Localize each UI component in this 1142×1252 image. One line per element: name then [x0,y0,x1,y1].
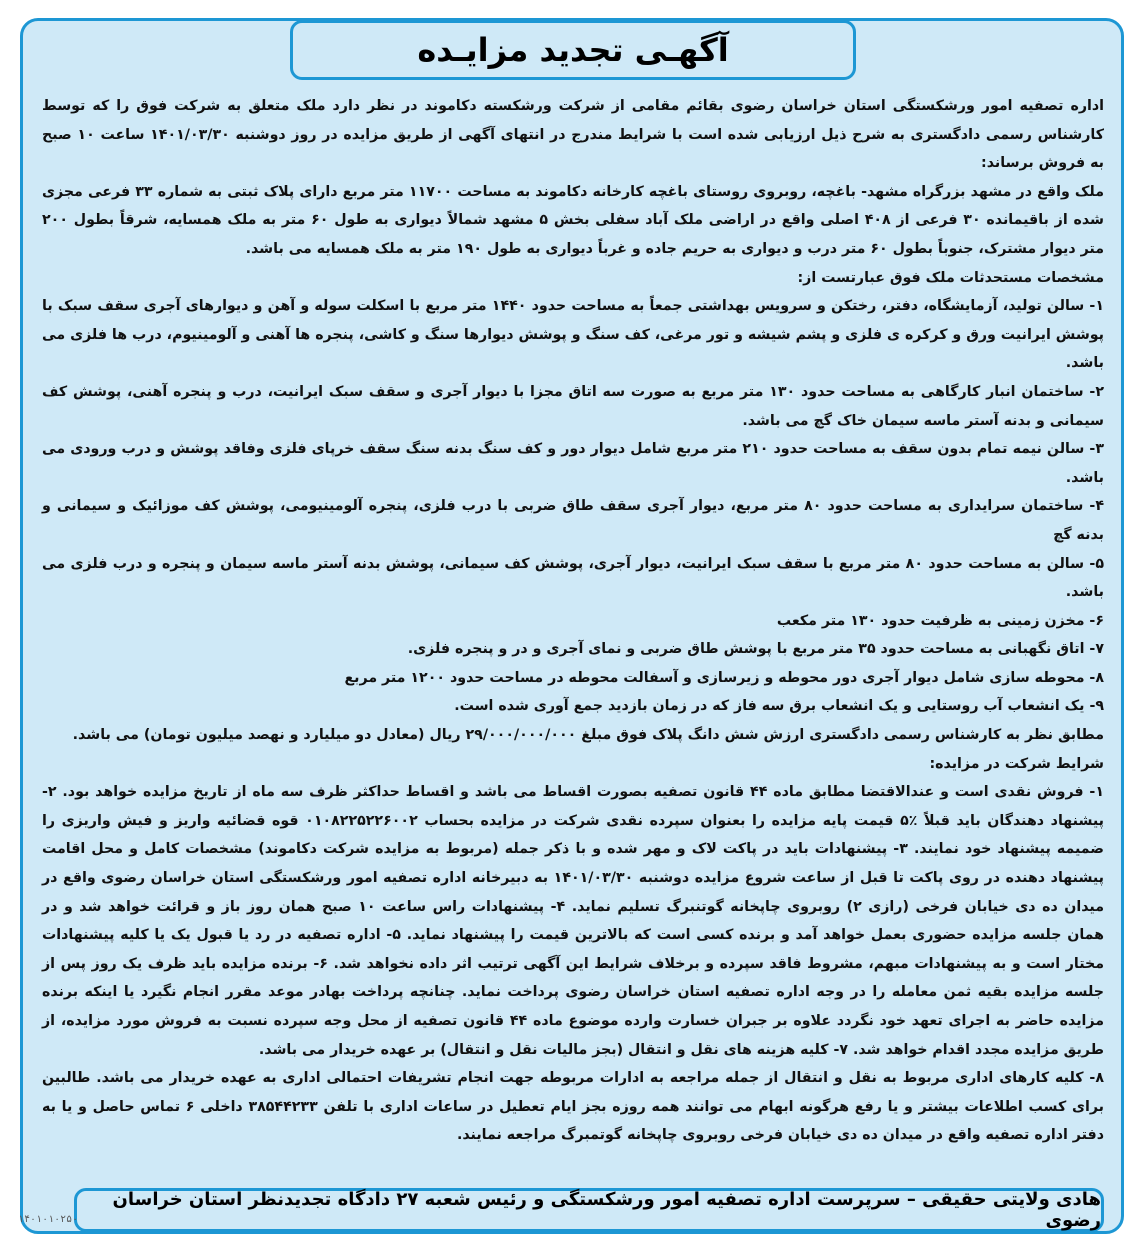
notice-body [42,92,1104,1150]
paragraph-item-2: ۲- ساختمان انبار کارگاهی به مساحت حدود ۱۳۰ متر مربع به صورت سه اتاق مجزا با دیوار آجری و سقف سبک ایرانیت، درب و پنجره آهنی، پوشش کف سیمانی و بدنه آستر ماسه سیمان خاک گچ می باشد. [42,383,1104,429]
paragraph-item-6: ۶- مخزن زمینی به ظرفیت حدود ۱۳۰ متر مکعب [776,612,1104,629]
paragraph-item-9: ۹- یک انشعاب آب روستایی و یک انشعاب برق سه فاز که در زمان بازدید جمع آوری شده است. [454,698,1104,715]
paragraph-item-5: ۵- سالن به مساحت حدود ۸۰ متر مربع با سقف سبک ایرانیت، دیوار آجری، پوشش کف سیمانی، پوشش بدنه آستر ماسه سیمان و پنجره و درب فلزی می باشد. [42,555,1104,601]
notice-title: آگهـی تجدید مزایـده [290,20,856,80]
paragraph-features-heading: مشخصات مستحدثات ملک فوق عبارتست از: [797,269,1104,286]
signature-footer: هادی ولایتی حقیقی – سرپرست اداره تصفیه امور ورشکستگی و رئیس شعبه ۲۷ دادگاه تجدیدنظر استان خراسان رضوی [74,1188,1104,1232]
paragraph-property: ملک واقع در مشهد بزرگراه مشهد- باغچه، روبروی روستای باغچه کارخانه دکاموند به مساحت ۱۱۷۰۰ متر مربع دارای پلاک ثبتی به شماره ۳۳ فرعی مجزی شده از باقیمانده ۳۰ فرعی از ۴۰۸ اصلی واقع در اراضی ملک آباد سفلی بخش ۵ مشهد شمالاً دیواری به طول ۶۰ متر به ملک همسایه، شرقاً بطول ۲۰۰ متر دیوار مشترک، جنوباً بطول ۶۰ متر درب و دیواری به حریم جاده و غرباً دیواری به طول ۱۹۰ متر به ملک همسایه می باشد. [42,183,1104,257]
paragraph-item-7: ۷- اتاق نگهبانی به مساحت حدود ۳۵ متر مربع با پوشش طاق ضربی و نمای آجری و در و پنجره فلزی. [407,641,1104,658]
paragraph-item-4: ۴- ساختمان سرایداری به مساحت حدود ۸۰ متر مربع، دیوار آجری سقف طاق ضربی با درب فلزی، پنجره آلومینیومی، پوشش کف موزائیک و سیمانی و بدنه گچ [42,498,1104,543]
paragraph-item-8: ۸- محوطه سازی شامل دیوار آجری دور محوطه و زیرسازی و آسفالت محوطه در مساحت حدود ۱۲۰۰ متر مربع [344,669,1104,686]
paragraph-item-3: ۳- سالن نیمه تمام بدون سقف به مساحت حدود ۲۱۰ متر مربع شامل دیوار دور و کف سنگ بدنه سنگ سقف خرپای فلزی وفاقد پوشش و درب ورودی می باشد. [42,441,1104,486]
paragraph-condition-8: ۸- کلیه کارهای اداری مربوط به نقل و انتقال از جمله مراجعه به ادارات مربوطه جهت انجام تشریفات احتمالی اداری به عهده خریدار می باشد. طالبین برای کسب اطلاعات بیشتر و یا رفع هرگونه ابهام می توانند همه روزه بجز ایام تعطیل در ساعات اداری با تلفن ۳۸۵۴۴۲۳۳ داخلی ۶ تماس حاصل و یا به دفتر اداره تصفیه واقع در میدان ده دی خیابان فرخی روبروی چاپخانه گوتمبرگ مراجعه نمایند. [42,1070,1104,1144]
paragraph-conditions-heading: شرایط شرکت در مزایده: [929,755,1104,772]
paragraph-valuation: مطابق نظر به کارشناس رسمی دادگستری ارزش شش دانگ پلاک فوق مبلغ ۲۹/۰۰۰/۰۰۰/۰۰۰ ریال (معادل دو میلیارد و نهصد میلیون تومان) می باشد. [72,727,1104,744]
notice-code: ۱۴۰۱۰۱۰۲۵۰ [18,1214,79,1225]
paragraph-item-1: ۱- سالن تولید، آزمایشگاه، دفتر، رختکن و سرویس بهداشتی جمعاً به مساحت حدود ۱۴۴۰ متر مربع با اسکلت سوله و آهن و دیوارهای آجری سقف سبک با پوشش ایرانیت ورق و کرکره ی فلزی و پشم شیشه و تور مرغی، کف سنگ و پوشش دیوارها سنگ و کاشی، پنجره ها آهنی و آلومینیوم، درب ها فلزی می باشد. [42,298,1104,372]
paragraph-intro: اداره تصفیه امور ورشکستگی استان خراسان رضوی بقائم مقامی از شرکت ورشکسته دکاموند در نظر دارد ملک متعلق به شرکت فوق را که توسط کارشناس رسمی دادگستری به شرح ذیل ارزیابی شده است با شرایط مندرج در انتهای آگهی از طریق مزایده در روز دوشنبه ۱۴۰۱/۰۳/۳۰ ساعت ۱۰ صبح به فروش برساند: [42,98,1104,172]
paragraph-conditions: ۱- فروش نقدی است و عندالاقتضا مطابق ماده ۴۴ قانون تصفیه بصورت اقساط می باشد و اقساط حداکثر ظرف سه ماه از تاریخ مزایده خواهد بود. ۲- پیشنهاد دهندگان باید قبلاً ٪۵ قیمت پایه مزایده را بعنوان سپرده نقدی شرکت در مزایده بحساب ۰۱۰۸۲۲۵۲۲۶۰۰۲ قوه قضائیه واریز و فیش واریزی را ضمیمه پیشنهاد خود نمایند. ۳- پیشنهادات باید در پاکت لاک و مهر شده و با ذکر جمله (مربوط به مزایده شرکت دکاموند) مشخصات کامل و محل اقامت پیشنهاد دهنده در روی پاکت تا قبل از ساعت شروع مزایده دوشنبه ۱۴۰۱/۰۳/۳۰ به دبیرخانه اداره تصفیه امور ورشکستگی استان خراسان رضوی واقع در میدان ده دی خیابان فرخی (رازی ۲) روبروی چاپخانه گوتنبرگ تسلیم نماید. ۴- پیشنهادات راس ساعت ۱۰ صبح همان روز باز و قرائت خواهد شد و در همان جلسه مزایده حضوری بعمل خواهد آمد و برنده کسی است که بالاترین قیمت را پیشنهاد نماید. ۵- اداره تصفیه در رد یا قبول یک یا کلیه پیشنهادات مختار است و به پیشنهادات مبهم، مشروط فاقد سپرده و برخلاف شرایط این آگهی ترتیب اثر داده نخواهد شد. ۶- برنده مزایده باید ظرف یک روز پس از جلسه مزایده بقیه ثمن معامله را در وجه اداره تصفیه استان خراسان رضوی پرداخت نماید. چنانچه پرداخت بهادر موعد مقرر انجام نگیرد یا اینکه برنده مزایده حاضر به اجرای تعهد خود نگردد علاوه بر جبران خسارت وارده موضوع ماده ۴۴ قانون تصفیه از محل وجه سپرده نسبت به فروش مورد مزایده، از طریق مزایده مجدد اقدام خواهد شد. ۷- کلیه هزینه های نقل و انتقال (بجز مالیات نقل و انتقال) بر عهده خریدار می باشد. [42,784,1105,1058]
